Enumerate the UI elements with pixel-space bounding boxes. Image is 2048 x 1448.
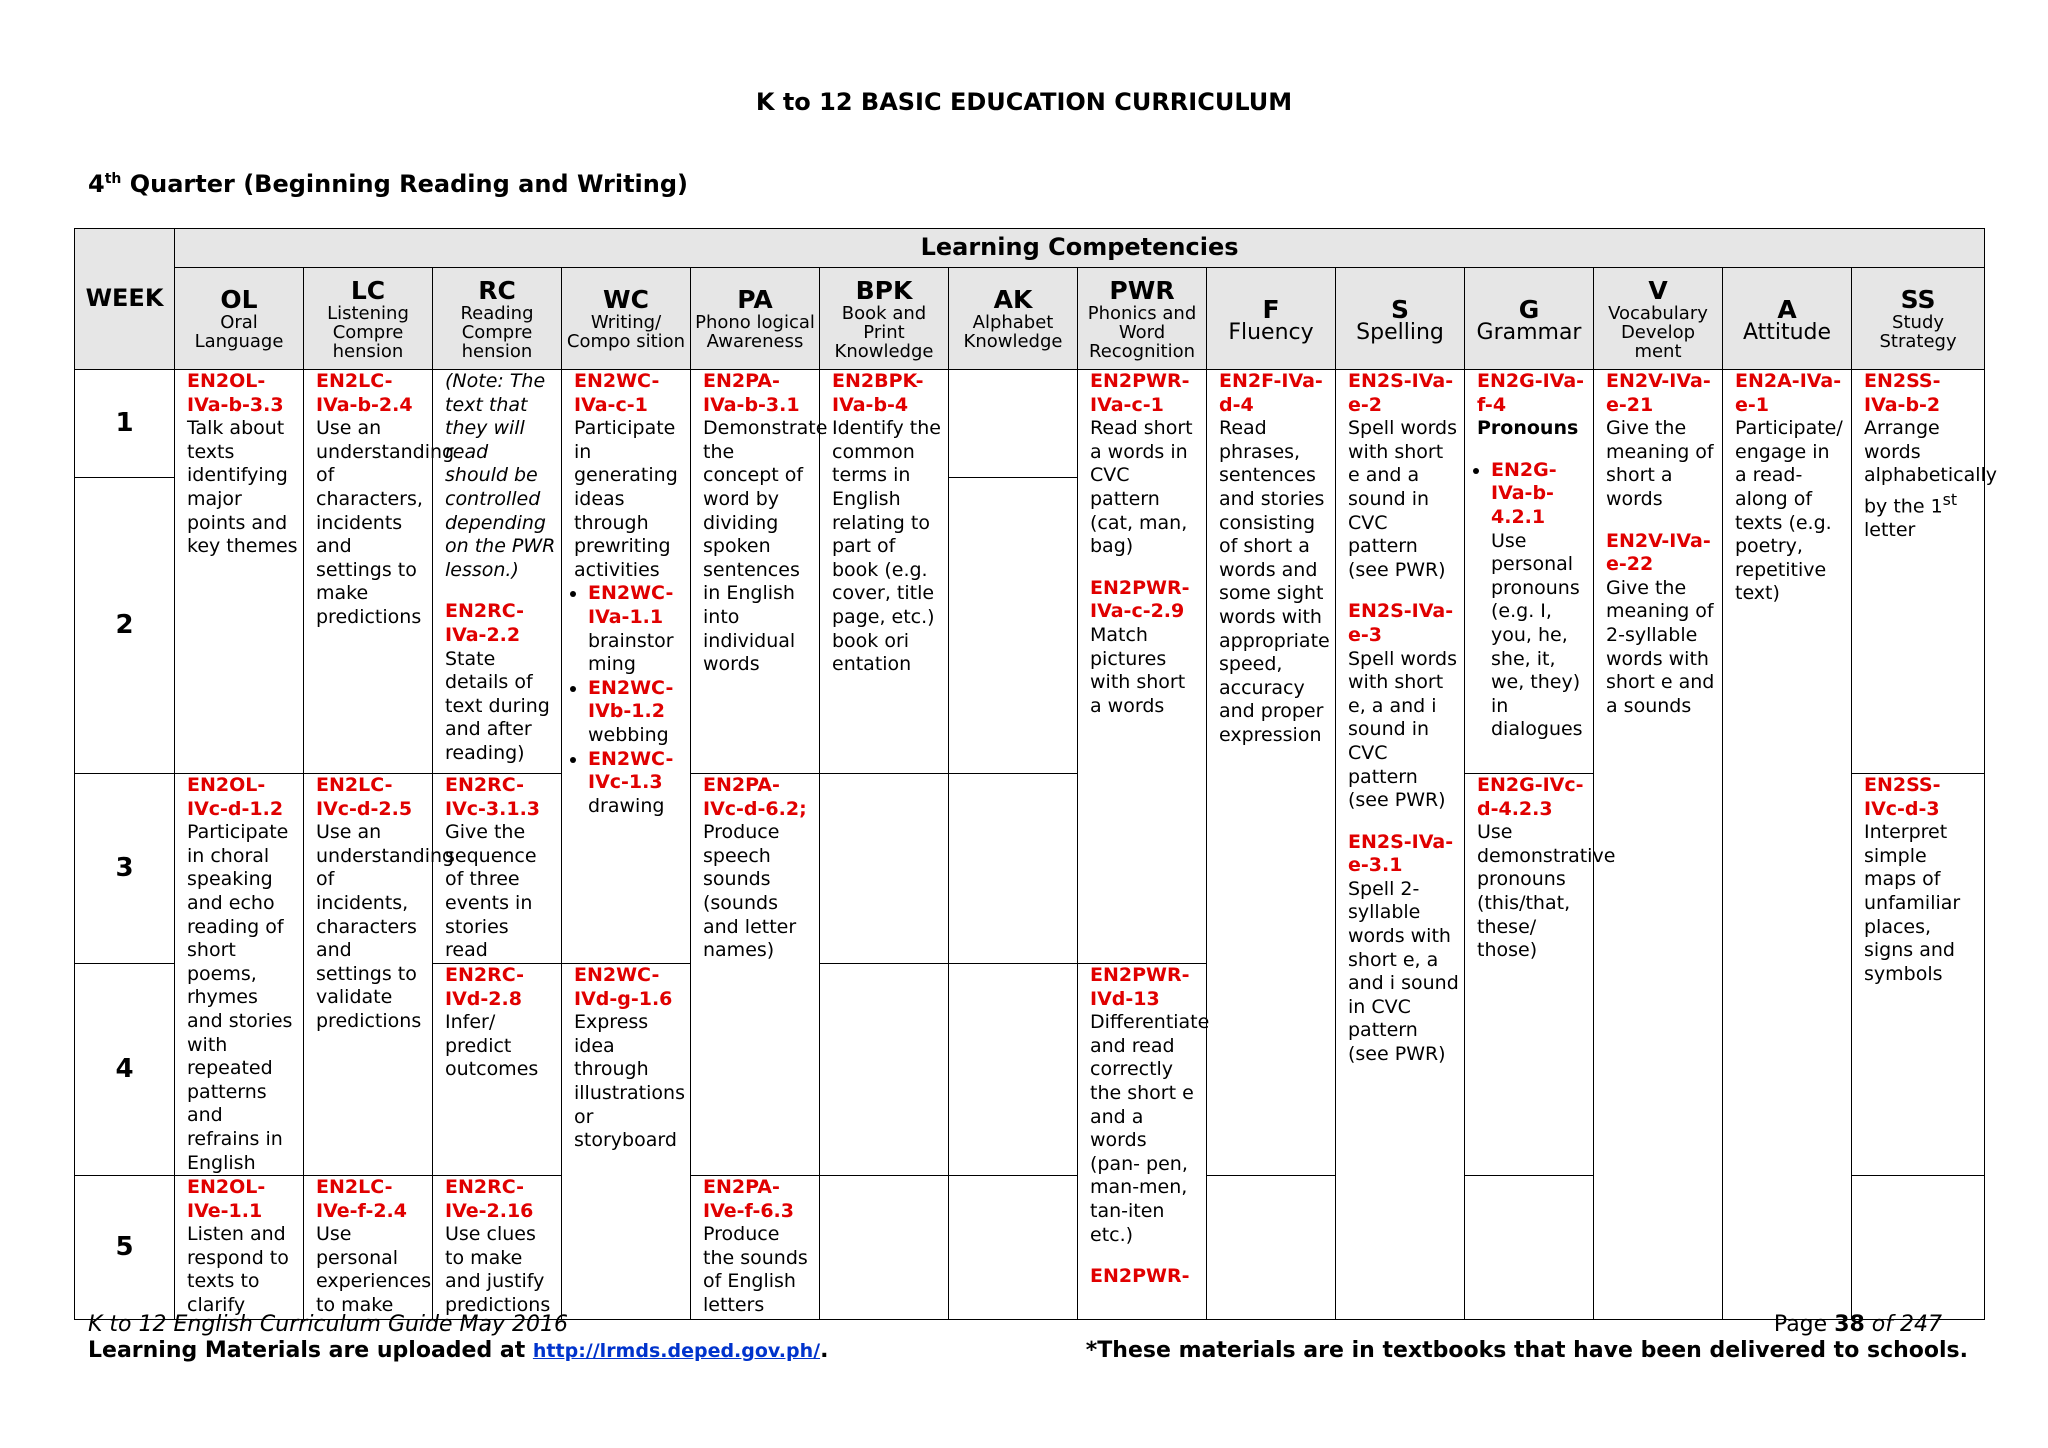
week-header: WEEK — [75, 229, 175, 370]
cell-wc-1: EN2WC-IVa-c-1 Participate in generating ideas through prewriting activities • EN2WC-IVa-1.1 brainstor ming • EN2WC-IVb-1.2 webbing • EN2WC-IVc-1.3 drawing — [562, 370, 691, 964]
cell-bpk-4 — [820, 964, 949, 1176]
cell-pwr-1: EN2PWR-IVa-c-1 Read short a words in CVC pattern (cat, man, bag) EN2PWR-IVa-c-2.9 Match pictures with short a words — [1078, 370, 1207, 964]
week-label: 3 — [75, 774, 175, 964]
col-header-g: G Grammar — [1465, 268, 1594, 370]
quarter-num: 4 — [88, 170, 105, 198]
quarter-sup: th — [104, 171, 122, 187]
col-header-pa: PA Phono logical Awareness — [691, 268, 820, 370]
cell-rc-3: EN2RC-IVc-3.1.3 Give the sequence of three events in stories read — [433, 774, 562, 964]
cell-ak-2 — [949, 478, 1078, 774]
footer-note: *These materials are in textbooks that have been delivered to schools. — [1085, 1338, 1968, 1363]
cell-bpk-1: EN2BPK-IVa-b-4 Identify the common terms in English relating to part of book (e.g. cover, title page, etc.) book ori entation — [820, 370, 949, 774]
col-header-v: V Vocabulary Develop ment — [1594, 268, 1723, 370]
col-header-f: F Fluency — [1207, 268, 1336, 370]
cell-f-1: EN2F-IVa-d-4 Read phrases, sentences and stories consisting of short a words and some sight words with appropriate speed, accuracy and proper expression — [1207, 370, 1336, 1176]
competency-table — [74, 228, 1998, 1320]
cell-ss-1: EN2SS-IVa-b-2 Arrange words alphabetically by the 1st letter — [1852, 370, 1985, 774]
cell-ak-3 — [949, 774, 1078, 964]
list-item: • EN2WC-IVb-1.2 webbing — [588, 677, 686, 748]
cell-wc-4: EN2WC-IVd-g-1.6 Express idea through illustrations or storyboard — [562, 964, 691, 1320]
cell-s-1: EN2S-IVa-e-2 Spell words with short e and a sound in CVC pattern (see PWR) EN2S-IVa-e-3 Spell words with short e, a and i sound in CVC pattern (see PWR) EN2S-IVa-e-3.1 Spell 2-syllable words with short e, a and i sound in CVC pattern (see PWR) — [1336, 370, 1465, 1320]
cell-pwr-4: EN2PWR-IVd-13 Differentiate and read correctly the short e and a words (pan- pen, man-men, tan-iten etc.) EN2PWR- — [1078, 964, 1207, 1320]
cell-ak-4 — [949, 964, 1078, 1176]
col-header-wc: WC Writing/ Compo sition — [562, 268, 691, 370]
col-header-rc: RC Reading Compre hension — [433, 268, 562, 370]
week-label: 2 — [75, 478, 175, 774]
cell-ol-1: EN2OL-IVa-b-3.3 Talk about texts identifying major points and key themes — [175, 370, 304, 774]
competencies-header: Learning Competencies — [175, 229, 1985, 268]
list-item: • EN2G-IVa-b-4.2.1 Use personal pronouns (e.g. I, you, he, she, it, we, they) in dialogues — [1491, 459, 1589, 742]
cell-lc-3: EN2LC-IVc-d-2.5 Use an understanding of incidents, characters and settings to validate predictions — [304, 774, 433, 1176]
cell-ol-5: EN2OL-IVe-1.1 Listen and respond to texts to clarify — [175, 1176, 304, 1320]
col-header-s: S Spelling — [1336, 268, 1465, 370]
column-header-row — [75, 268, 1985, 370]
cell-ak-5 — [949, 1176, 1078, 1320]
cell-ss-5 — [1852, 1176, 1985, 1320]
list-item: • EN2WC-IVc-1.3 drawing — [588, 748, 686, 819]
cell-g-5 — [1465, 1176, 1594, 1320]
col-header-bpk: BPK Book and Print Knowledge — [820, 268, 949, 370]
week-label: 5 — [75, 1176, 175, 1320]
cell-f-5 — [1207, 1176, 1336, 1320]
cell-bpk-5 — [820, 1176, 949, 1320]
footer-guide: K to 12 English Curriculum Guide May 2016 — [88, 1312, 569, 1337]
quarter-heading — [88, 170, 688, 198]
col-header-ol: OL Oral Language — [175, 268, 304, 370]
cell-v-1: EN2V-IVa-e-21 Give the meaning of short a words EN2V-IVa-e-22 Give the meaning of 2-syllable words with short e and a sounds — [1594, 370, 1723, 1320]
document-title: K to 12 BASIC EDUCATION CURRICULUM — [755, 88, 1293, 116]
footer-materials: Learning Materials are uploaded at http://lrmds.deped.gov.ph/. — [88, 1338, 829, 1363]
cell-ak-1 — [949, 370, 1078, 478]
cell-a-1: EN2A-IVa-e-1 Participate/ engage in a read-along of texts (e.g. poetry, repetitive text) — [1723, 370, 1852, 1320]
list-item: • EN2WC-IVa-1.1 brainstor ming — [588, 582, 686, 676]
cell-pa-5: EN2PA-IVe-f-6.3 Produce the sounds of English letters — [691, 1176, 820, 1320]
col-header-lc: LC Listening Compre hension — [304, 268, 433, 370]
cell-bpk-3 — [820, 774, 949, 964]
table-row — [75, 370, 1985, 478]
lrmds-link[interactable]: http://lrmds.deped.gov.ph/ — [532, 1340, 821, 1362]
cell-ol-3: EN2OL-IVc-d-1.2 Participate in choral speaking and echo reading of short poems, rhymes and stories with repeated patterns and refrains in English — [175, 774, 304, 1176]
cell-lc-5: EN2LC-IVe-f-2.4 Use personal experiences to make — [304, 1176, 433, 1320]
cell-ss-3: EN2SS-IVc-d-3 Interpret simple maps of unfamiliar places, signs and symbols — [1852, 774, 1985, 1176]
cell-g-1: EN2G-IVa-f-4 Pronouns • EN2G-IVa-b-4.2.1 Use personal pronouns (e.g. I, you, he, she, it, we, they) in dialogues — [1465, 370, 1594, 774]
week-label: 1 — [75, 370, 175, 478]
col-header-a: A Attitude — [1723, 268, 1852, 370]
quarter-title: Quarter (Beginning Reading and Writing) — [121, 170, 688, 198]
week-label: 4 — [75, 964, 175, 1176]
col-header-ak: AK Alphabet Knowledge — [949, 268, 1078, 370]
cell-lc-1: EN2LC-IVa-b-2.4 Use an understanding of characters, incidents and settings to make predictions — [304, 370, 433, 774]
cell-pa-3: EN2PA-IVc-d-6.2; Produce speech sounds (sounds and letter names) — [691, 774, 820, 1176]
cell-g-3: EN2G-IVc-d-4.2.3 Use demonstrative pronouns (this/that, these/ those) — [1465, 774, 1594, 1176]
cell-pa-1: EN2PA-IVa-b-3.1 Demonstrate the concept of word by dividing spoken sentences in English into individual words — [691, 370, 820, 774]
col-header-pwr: PWR Phonics and Word Recognition — [1078, 268, 1207, 370]
col-header-ss: SS Study Strategy — [1852, 268, 1985, 370]
cell-rc-5: EN2RC-IVe-2.16 Use clues to make and justify predictions — [433, 1176, 562, 1320]
page-number: Page 38 of 247 — [1773, 1312, 1942, 1337]
cell-rc-1: (Note: The text that they will read should be controlled depending on the PWR lesson.) EN2RC-IVa-2.2 State details of text during and after reading) — [433, 370, 562, 774]
cell-rc-4: EN2RC-IVd-2.8 Infer/ predict outcomes — [433, 964, 562, 1176]
